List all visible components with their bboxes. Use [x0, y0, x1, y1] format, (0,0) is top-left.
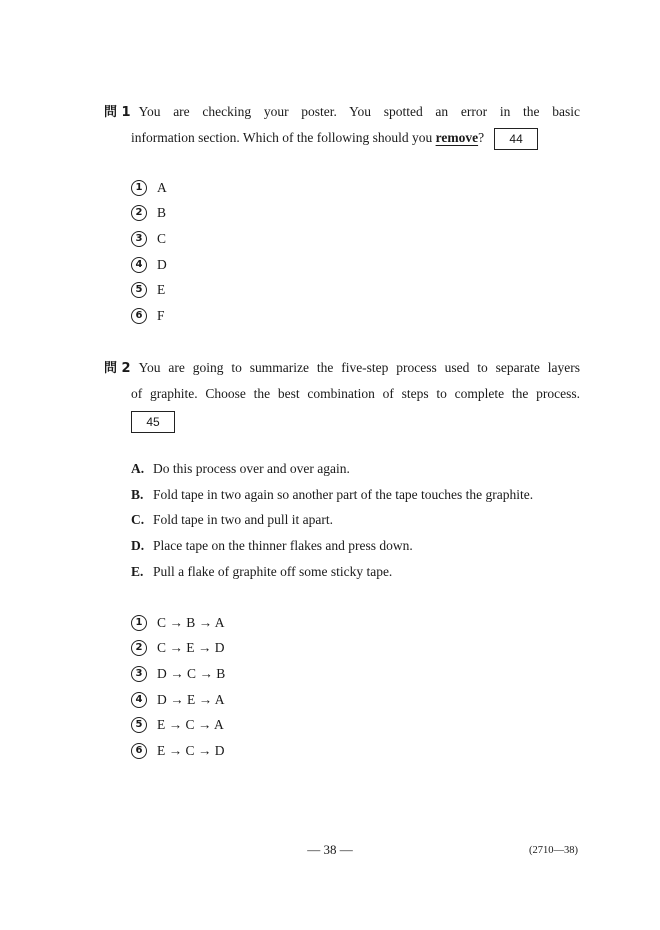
- option-label: D → C → B: [157, 665, 226, 681]
- option-label: E → C → D: [157, 742, 225, 758]
- question-2-text-line-2: of graphite. Choose the best combination of steps to complete the process.: [131, 386, 580, 401]
- question-1-question-mark: ?: [478, 130, 485, 145]
- option-item[interactable]: [131, 303, 167, 329]
- exam-code: (2710—38): [529, 845, 578, 856]
- option-item[interactable]: [131, 277, 167, 303]
- option-item[interactable]: [131, 687, 225, 713]
- option-label: A: [157, 179, 167, 195]
- step-text: Do this process over and over again.: [153, 460, 350, 476]
- option-item[interactable]: [131, 738, 225, 764]
- option-item[interactable]: [131, 175, 167, 201]
- circled-number-icon: 3: [131, 231, 147, 247]
- option-label: E: [157, 282, 166, 298]
- question-1: [104, 99, 580, 150]
- option-label: C → E → D: [157, 640, 225, 656]
- step-letter: B.: [131, 486, 144, 502]
- circled-number-icon: 1: [131, 180, 147, 196]
- page-number: — 38 —: [307, 842, 353, 857]
- step-text: Fold tape in two and pull it apart.: [153, 512, 333, 528]
- step-text: Pull a flake of graphite off some sticky tape.: [153, 564, 393, 580]
- question-1-line-2: [104, 125, 580, 150]
- option-label: C: [157, 230, 167, 246]
- circled-number-icon: 1: [131, 615, 147, 631]
- question-1-emphasis-word: remove: [435, 130, 479, 145]
- step-item: [131, 508, 533, 534]
- question-1-number: 問 1: [104, 105, 131, 120]
- question-2-line-1: [104, 355, 580, 381]
- question-2-options: [131, 610, 225, 764]
- step-item: [131, 533, 533, 559]
- circled-number-icon: 6: [131, 308, 147, 324]
- answer-box-45[interactable]: 45: [131, 411, 175, 433]
- step-item: [131, 559, 533, 585]
- circled-number-icon: 6: [131, 743, 147, 759]
- option-item[interactable]: [131, 610, 225, 636]
- option-item[interactable]: [131, 226, 167, 252]
- circled-number-icon: 5: [131, 282, 147, 298]
- question-2-text-line-1: You are going to summarize the five-step process used to separate layers: [138, 360, 580, 375]
- option-item[interactable]: [131, 201, 167, 227]
- option-label: B: [157, 205, 167, 221]
- question-1-text-line-2: information section. Which of the following should you: [131, 130, 436, 145]
- circled-number-icon: 2: [131, 640, 147, 656]
- option-label: D → E → A: [157, 691, 225, 707]
- answer-box-44[interactable]: 44: [494, 128, 538, 150]
- circled-number-icon: 2: [131, 205, 147, 221]
- circled-number-icon: 3: [131, 666, 147, 682]
- option-item[interactable]: [131, 712, 225, 738]
- option-item[interactable]: [131, 252, 167, 278]
- step-text: Fold tape in two again so another part of the tape touches the graphite.: [153, 486, 534, 502]
- process-steps-list: [131, 456, 533, 585]
- step-letter: E.: [131, 564, 144, 580]
- circled-number-icon: 4: [131, 692, 147, 708]
- circled-number-icon: 5: [131, 717, 147, 733]
- option-label: F: [157, 307, 165, 323]
- step-item: [131, 456, 533, 482]
- option-label: E → C → A: [157, 717, 224, 733]
- question-1-options: [131, 175, 167, 329]
- step-letter: A.: [131, 460, 145, 476]
- option-label: C → B → A: [157, 614, 225, 630]
- step-text: Place tape on the thinner flakes and press down.: [153, 538, 413, 554]
- step-letter: D.: [131, 538, 145, 554]
- step-letter: C.: [131, 512, 145, 528]
- question-1-text-line-1: You are checking your poster. You spotted an error in the basic: [138, 104, 580, 119]
- circled-number-icon: 4: [131, 257, 147, 273]
- question-2: [104, 355, 580, 433]
- question-1-line-1: [104, 99, 580, 125]
- option-item[interactable]: [131, 636, 225, 662]
- option-label: D: [157, 256, 167, 272]
- step-item: [131, 482, 533, 508]
- option-item[interactable]: [131, 661, 225, 687]
- question-2-number: 問 2: [104, 361, 131, 376]
